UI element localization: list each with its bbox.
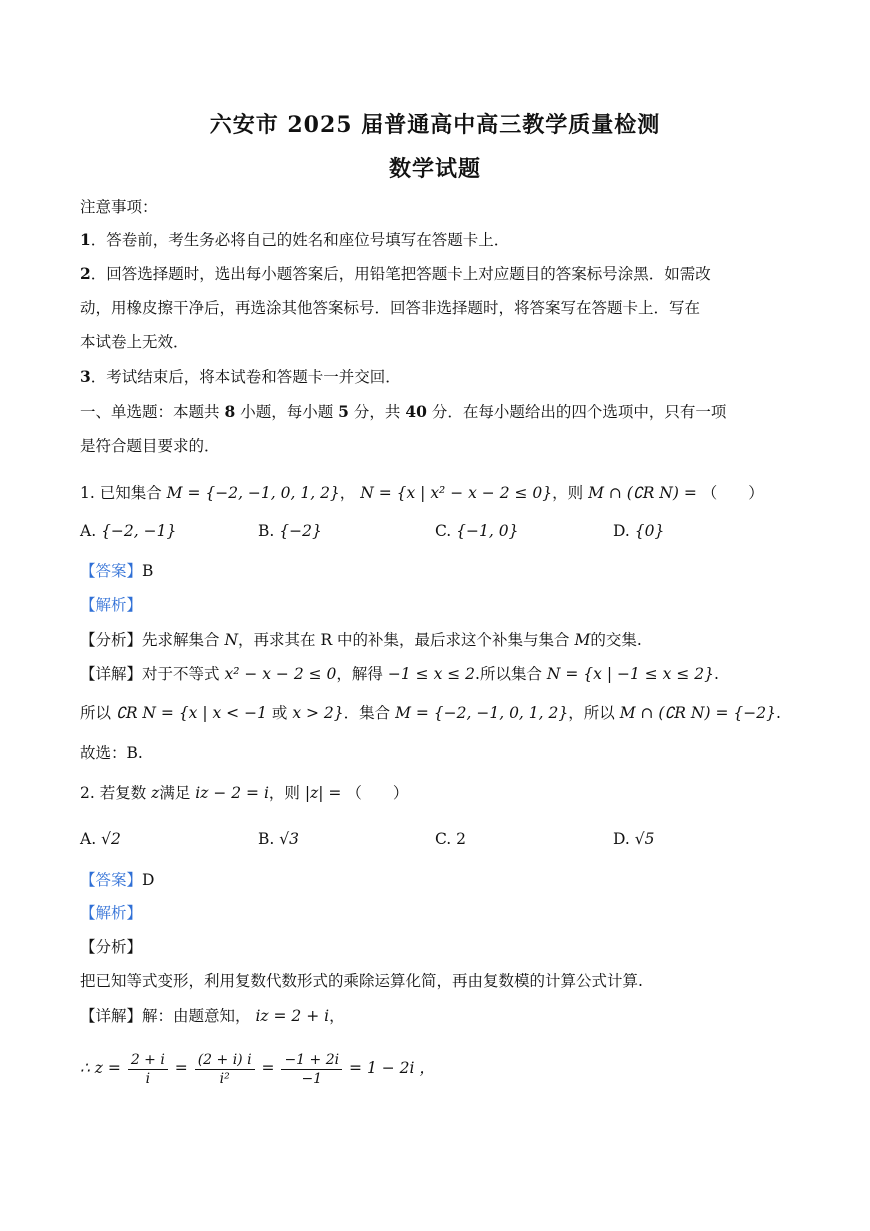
section-text: 分，共 xyxy=(353,403,401,421)
option-label: A. xyxy=(80,522,97,540)
fraction-numerator: 2 + i xyxy=(128,1051,168,1070)
q1-analysis-tag: 【解析】 xyxy=(80,596,143,614)
q2-answer xyxy=(80,869,795,891)
q2-calculation xyxy=(80,1048,795,1088)
q1-option-c xyxy=(435,520,518,542)
option-label: C. xyxy=(435,830,452,848)
total-score: 40 xyxy=(405,402,427,421)
option-value: √2 xyxy=(101,830,121,848)
var-z: z xyxy=(151,784,160,802)
q2-equation: iz − 2 = i xyxy=(195,784,269,802)
q2-option-b xyxy=(258,828,299,850)
q2-detail xyxy=(80,1005,795,1027)
equals-sign: = xyxy=(261,1059,275,1077)
detail-text: ，所以 xyxy=(568,704,615,722)
option-value: {−1, 0} xyxy=(456,522,519,540)
option-value: √3 xyxy=(279,830,300,848)
q2-fenxi-text: 把已知等式变形，利用复数代数形式的乘除运算化简，再由复数模的计算公式计算. xyxy=(80,972,643,990)
detail-equation: iz = 2 + i xyxy=(255,1007,330,1025)
question-score: 5 xyxy=(338,402,349,421)
note-3 xyxy=(80,366,795,388)
stem-text: 满足 xyxy=(159,784,191,802)
q2-option-a xyxy=(80,828,121,850)
option-value: √5 xyxy=(634,830,655,848)
fraction-numerator: (2 + i) i xyxy=(195,1051,255,1070)
complement-set: ∁R N = {x | x < −1 xyxy=(115,704,267,722)
detail-text: 或 xyxy=(271,704,288,722)
section-heading-cont: 是符合题目要求的． xyxy=(80,437,220,455)
note-text: ．答卷前，考生务必将自己的姓名和座位号填写在答题卡上． xyxy=(90,231,510,249)
set-m: M = {−2, −1, 0, 1, 2} xyxy=(166,484,340,502)
option-label: C. xyxy=(435,522,452,540)
q2-modulus: |z| = xyxy=(304,784,342,802)
option-label: B. xyxy=(258,522,275,540)
note-text: ．考试结束后，将本试卷和答题卡一并交回． xyxy=(90,368,401,386)
option-value: {−2, −1} xyxy=(101,522,177,540)
option-value: {0} xyxy=(634,522,665,540)
detail-text: ， xyxy=(329,1007,345,1025)
fenxi-m: M xyxy=(574,631,591,649)
q1-option-a xyxy=(80,520,176,542)
q2-option-d xyxy=(613,828,655,850)
notes-heading: 注意事项： xyxy=(80,198,158,216)
stem-text: ，则 xyxy=(268,784,300,802)
option-value: {−2} xyxy=(279,522,322,540)
intersection-result: M ∩ (∁R N) = {−2} xyxy=(619,704,776,722)
q2-fenxi-tag: 【分析】 xyxy=(80,938,143,956)
option-label: D. xyxy=(613,830,630,848)
q2-option-c xyxy=(435,828,466,850)
q1-detail-2 xyxy=(80,702,795,724)
q1-stem: 1. 已知集合 M = {−2, −1, 0, 1, 2}， N = {x | x² − x − 2 ≤ 0}，则 M ∩ (∁R N) = （ ） xyxy=(80,484,764,502)
answer-value: D xyxy=(142,871,155,889)
option-value: 2 xyxy=(456,830,467,848)
note-2-cont: 本试卷上无效． xyxy=(80,333,189,351)
section-text: 小题，每小题 xyxy=(240,403,334,421)
fraction-3 xyxy=(281,1051,342,1088)
stem-text: ，则 xyxy=(552,484,584,502)
fenxi-n: N xyxy=(224,631,239,649)
q1-answer xyxy=(80,560,795,582)
detail-text: 解：由题意知， xyxy=(142,1007,251,1025)
note-2-cont: 动，用橡皮擦干净后，再选涂其他答案标号．回答非选择题时，将答案写在答题卡上．写在 xyxy=(80,299,701,317)
fraction-numerator: −1 + 2i xyxy=(281,1051,342,1070)
fraction-denominator: −1 xyxy=(301,1070,323,1087)
note-2 xyxy=(80,263,795,285)
set-n: N = {x | x² − x − 2 ≤ 0} xyxy=(360,484,553,502)
answer-paren: （ ） xyxy=(701,484,764,502)
detail-set: N = {x | −1 ≤ x ≤ 2} xyxy=(546,665,714,683)
calc-result: = 1 − 2i ， xyxy=(349,1059,435,1077)
section-text: 一、单选题：本题共 xyxy=(80,403,220,421)
q1-option-b xyxy=(258,520,322,542)
detail-tag: 【详解】 xyxy=(80,665,143,683)
answer-value: B xyxy=(142,562,154,580)
section-text: 分．在每小题给出的四个选项中，只有一项 xyxy=(431,403,727,421)
complement-set-part: x > 2} xyxy=(292,704,344,722)
q2-stem xyxy=(80,782,795,804)
question-count: 8 xyxy=(224,402,236,421)
page-title: 六安市 2025 届普通高中高三教学质量检测 xyxy=(209,112,661,138)
detail-range: −1 ≤ x ≤ 2 xyxy=(387,665,476,683)
note-1 xyxy=(80,229,795,251)
detail-text: ．集合 xyxy=(343,704,391,722)
option-label: A. xyxy=(80,830,97,848)
detail-text: . xyxy=(775,704,781,722)
page-subtitle: 数学试题 xyxy=(388,156,481,182)
detail-text: ，解得 xyxy=(336,665,383,683)
q1-expression: M ∩ (∁R N) = xyxy=(588,484,697,502)
option-label: B. xyxy=(258,830,275,848)
q1-option-d xyxy=(613,520,664,542)
answer-tag: 【答案】 xyxy=(80,871,143,889)
fraction-2 xyxy=(195,1051,255,1088)
q1-choose: 故选：B. xyxy=(80,744,143,762)
fenxi-text: 先求解集合 xyxy=(142,631,220,649)
q1-fenxi xyxy=(80,629,795,651)
answer-paren: （ ） xyxy=(346,784,409,802)
detail-text: 所以 xyxy=(80,704,112,722)
calc-therefore: ∴ z = xyxy=(80,1059,121,1077)
fraction-denominator: i xyxy=(145,1070,151,1087)
detail-inequality: x² − x − 2 ≤ 0 xyxy=(224,665,337,683)
detail-text: .所以集合 xyxy=(475,665,542,683)
fraction-denominator: i² xyxy=(219,1070,230,1087)
q2-analysis-tag: 【解析】 xyxy=(80,904,143,922)
section-heading xyxy=(80,401,795,423)
detail-text: . xyxy=(713,665,719,683)
detail-text: 对于不等式 xyxy=(142,665,220,683)
answer-tag: 【答案】 xyxy=(80,562,143,580)
detail-tag: 【详解】 xyxy=(80,1007,143,1025)
note-text: ．回答选择题时，选出每小题答案后，用铅笔把答题卡上对应题目的答案标号涂黑．如需改 xyxy=(90,265,711,283)
set-m: M = {−2, −1, 0, 1, 2} xyxy=(395,704,569,722)
note-number: 3 xyxy=(80,367,91,386)
stem-text: 2. 若复数 xyxy=(80,784,147,802)
fenxi-tag: 【分析】 xyxy=(80,631,143,649)
q1-detail xyxy=(80,663,795,685)
option-label: D. xyxy=(613,522,630,540)
equals-sign: = xyxy=(174,1059,188,1077)
stem-text: 1. 已知集合 xyxy=(80,484,162,502)
fenxi-text: 的交集. xyxy=(590,631,642,649)
note-number: 2 xyxy=(80,264,91,283)
fenxi-text: ，再求其在 R 中的补集，最后求这个补集与集合 xyxy=(238,631,570,649)
fraction-1 xyxy=(128,1051,168,1088)
note-number: 1 xyxy=(80,230,91,249)
